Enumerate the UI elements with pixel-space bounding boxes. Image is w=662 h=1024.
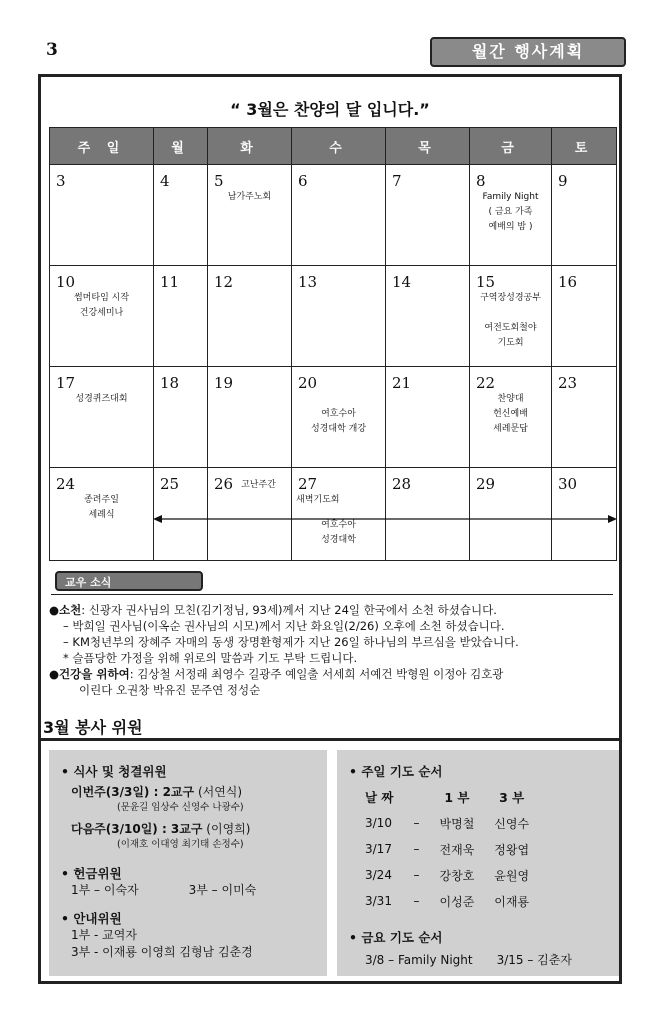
sunday-prayer-heading: • 주일 기도 순서	[349, 764, 443, 779]
weekday-thu: 목	[386, 128, 470, 165]
prayer-row	[355, 836, 539, 862]
day-number: 7	[392, 172, 402, 190]
day-cell	[208, 367, 292, 468]
calendar-week	[50, 367, 617, 468]
day-cell	[470, 367, 552, 468]
day-events: 썸머타임 시작 건강세미나	[73, 293, 130, 318]
day-number: 24	[56, 475, 76, 493]
holy-week-arrow	[153, 514, 617, 524]
meal-next-week-label: 다음주(3/10일) : 3교구	[71, 822, 203, 836]
day-cell	[470, 165, 552, 266]
day-cell	[208, 266, 292, 367]
meal-this-week-leader: (서연식)	[197, 785, 243, 799]
calendar-week	[50, 266, 617, 367]
weekday-fri: 금	[470, 128, 552, 165]
col-date: 날 짜	[365, 790, 394, 805]
day-events: 여호수아 성경대학	[321, 520, 356, 545]
day-events: 여호수아 성경대학 개강	[310, 409, 367, 434]
day-cell	[386, 468, 470, 515]
prayer-first: 강창호	[439, 868, 475, 883]
day-cell	[470, 266, 552, 367]
friday-prayer-1: 3/8 – Family Night	[365, 953, 473, 967]
day-events: 종려주일 세례식	[84, 495, 119, 520]
news-text: : 신광자 권사님의 모친(김기정님, 93세)께서 지난 24일 한국에서 소천 하셨습니다.	[81, 603, 497, 617]
day-cell	[154, 367, 208, 468]
meal-next-week-members: (이재호 이대영 최기태 손정수)	[117, 839, 244, 850]
prayer-first: 전재욱	[439, 842, 475, 857]
day-number: 22	[476, 374, 496, 392]
day-events: 구역장성경공부 여전도회철야 기도회	[480, 293, 541, 348]
offering-line	[61, 882, 327, 899]
day-number: 29	[476, 475, 496, 493]
calendar-table	[49, 127, 617, 561]
day-cell	[552, 367, 617, 468]
day-number: 4	[160, 172, 170, 190]
day-number: 16	[558, 273, 578, 291]
weekday-mon: 월	[154, 128, 208, 165]
day-cell	[50, 468, 154, 561]
day-events: Family Night ( 금요 가족 예배의 밤 )	[482, 192, 539, 232]
day-cell	[292, 165, 386, 266]
news-section	[49, 602, 615, 698]
weekday-wed: 수	[292, 128, 386, 165]
prayer-third: 신영수	[494, 816, 530, 831]
calendar-week	[50, 468, 617, 515]
day-number: 27	[298, 475, 318, 493]
day-cell	[292, 468, 386, 515]
content-frame	[38, 74, 622, 984]
news-heading: 건강을 위하여	[59, 667, 130, 681]
day-number: 30	[558, 475, 578, 493]
prayer-first: 박명철	[439, 816, 475, 831]
col-first: 1 부	[444, 790, 470, 805]
day-cell	[292, 367, 386, 468]
prayer-dash: –	[413, 894, 420, 908]
usher-third: 3부 - 이재룡 이영희 김형남 김춘경	[71, 945, 253, 959]
news-divider	[51, 594, 613, 595]
news-line: 이린다 오권창 박유진 문주연 정성순	[79, 683, 261, 697]
usher-heading: • 안내위원	[61, 911, 122, 926]
day-cell	[470, 468, 552, 515]
prayer-date: 3/31	[365, 894, 392, 908]
day-number: 20	[298, 374, 318, 392]
prayer-dash: –	[413, 868, 420, 882]
prayer-date: 3/24	[365, 868, 392, 882]
prayer-third: 윤원영	[494, 868, 530, 883]
day-events: 남가주노회	[227, 192, 272, 202]
prayer-dash: –	[413, 816, 420, 830]
prayer-first: 이성준	[439, 894, 475, 909]
day-events: 새벽기도회	[296, 495, 340, 505]
usher-first: 1부 - 교역자	[71, 928, 137, 942]
day-number: 6	[298, 172, 308, 190]
news-line: – KM청년부의 장혜주 자매의 동생 장명환형제가 지난 26일 하나님의 부르심을 받았습니다.	[63, 635, 519, 649]
prayer-date: 3/10	[365, 816, 392, 830]
section-tab: 월간 행사계획	[430, 37, 626, 67]
day-number: 17	[56, 374, 76, 392]
day-number: 28	[392, 475, 412, 493]
col-third: 3 부	[499, 790, 525, 805]
day-number: 11	[160, 273, 180, 291]
weekday-sat: 토	[552, 128, 617, 165]
service-panel-left	[49, 750, 327, 976]
meal-next-week	[61, 821, 327, 838]
day-cell	[552, 468, 617, 515]
day-cell	[386, 165, 470, 266]
day-cell	[50, 367, 154, 468]
day-cell	[552, 266, 617, 367]
day-cell	[154, 165, 208, 266]
prayer-row	[355, 888, 539, 914]
service-panel-right	[337, 750, 619, 976]
day-number: 18	[160, 374, 180, 392]
day-number: 26	[214, 475, 234, 493]
meal-next-week-leader: (이영희)	[206, 822, 251, 836]
day-number: 10	[56, 273, 76, 291]
day-cell	[154, 468, 208, 515]
meal-this-week-label: 이번주(3/3일) : 2교구	[71, 785, 195, 799]
bullet: ●	[49, 603, 60, 617]
page-number: 3	[46, 40, 58, 60]
day-events: 성경퀴즈대회	[75, 394, 128, 404]
day-number: 21	[392, 374, 412, 392]
day-cell	[208, 468, 292, 515]
weekday-header	[50, 128, 617, 165]
sunday-prayer-table	[355, 784, 539, 914]
day-number: 12	[214, 273, 234, 291]
meal-heading: • 식사 및 청결위원	[61, 764, 167, 779]
day-events: 찬양대 헌신예배 세례문답	[493, 394, 528, 434]
prayer-header	[355, 784, 539, 810]
prayer-third: 정왕엽	[494, 842, 530, 857]
day-cell	[292, 266, 386, 367]
meal-this-week	[61, 784, 327, 801]
offering-third: 3부 – 이미숙	[188, 883, 257, 897]
prayer-third: 이재룡	[494, 894, 530, 909]
day-number: 19	[214, 374, 234, 392]
day-cell	[208, 165, 292, 266]
friday-prayer-heading: • 금요 기도 순서	[349, 930, 443, 945]
day-cell	[50, 266, 154, 367]
offering-heading: • 헌금위원	[61, 866, 122, 881]
calendar-title: “ 3월은 찬양의 달 입니다.”	[230, 100, 430, 119]
service-divider	[41, 738, 619, 741]
day-number: 25	[160, 475, 180, 493]
news-text: : 김상철 서정래 최영수 길광주 예일출 서세희 서예건 박형원 이정아 김호광	[129, 667, 504, 681]
weekday-tue: 화	[208, 128, 292, 165]
news-line	[49, 666, 615, 682]
day-number: 15	[476, 273, 496, 291]
day-cell	[386, 367, 470, 468]
calendar-week	[50, 165, 617, 266]
prayer-date: 3/17	[365, 842, 392, 856]
prayer-row	[355, 810, 539, 836]
bullet: ●	[49, 667, 60, 681]
day-number: 13	[298, 273, 318, 291]
prayer-dash: –	[413, 842, 420, 856]
friday-prayer-2: 3/15 – 김춘자	[496, 953, 572, 967]
weekday-sun: 주 일	[50, 128, 154, 165]
prayer-row	[355, 862, 539, 888]
day-cell	[386, 266, 470, 367]
day-number: 8	[476, 172, 486, 190]
news-label: 교우 소식	[55, 571, 203, 591]
meal-this-week-members: (문윤길 임상수 신영수 나광수)	[117, 802, 244, 813]
news-line: * 슬픔당한 가정을 위해 위로의 말씀과 기도 부탁 드립니다.	[63, 651, 358, 665]
day-events: 고난주간	[241, 480, 276, 490]
day-number: 9	[558, 172, 568, 190]
news-line: – 박희일 권사님(이옥순 권사님의 시모)께서 지난 화요일(2/26) 오후에 소천 하셨습니다.	[63, 619, 505, 633]
friday-prayer-line	[349, 952, 619, 969]
offering-first: 1부 – 이숙자	[71, 883, 139, 897]
news-line	[49, 602, 615, 618]
day-cell	[552, 165, 617, 266]
day-number: 3	[56, 172, 66, 190]
day-cell	[154, 266, 208, 367]
day-cell	[50, 165, 154, 266]
day-number: 14	[392, 273, 412, 291]
service-title: 3월 봉사 위원	[43, 718, 143, 737]
news-heading: 소천	[59, 603, 82, 617]
day-number: 5	[214, 172, 224, 190]
day-number: 23	[558, 374, 578, 392]
